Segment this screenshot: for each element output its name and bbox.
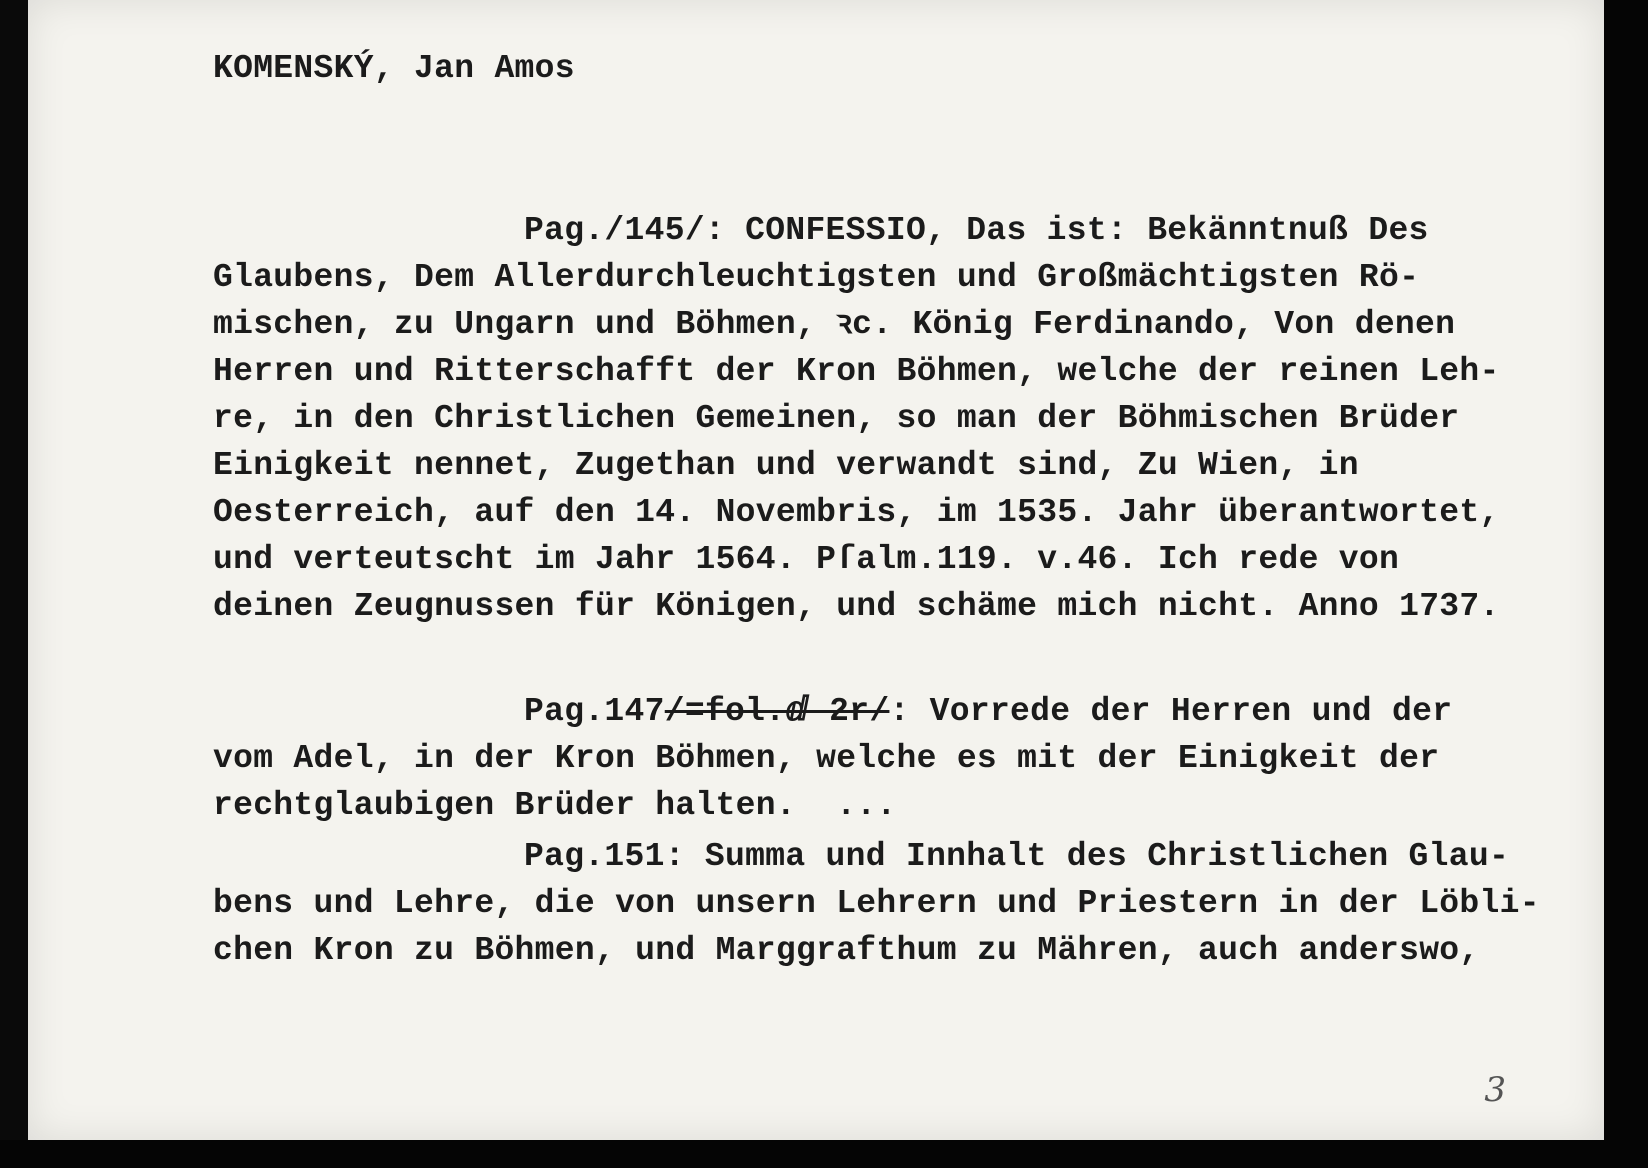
scan-edge-bottom (0, 1140, 1648, 1168)
para3-line-1: Pag.151: Summa und Innhalt des Christlichen Glau- (524, 838, 1510, 875)
scan-edge-right (1604, 0, 1648, 1168)
para2-line-3: rechtglaubigen Brüder halten. ... (213, 787, 897, 824)
para1-line-4: Herren und Ritterschafft der Kron Böhmen, welche der reinen Leh- (213, 353, 1500, 390)
para1-line-3: mischen, zu Ungarn und Böhmen, ꝛc. König Ferdinando, Von denen (213, 306, 1456, 343)
para3-line-3: chen Kron zu Böhmen, und Marggrafthum zu Mähren, auch anderswo, (213, 932, 1480, 969)
para2-line-2: vom Adel, in der Kron Böhmen, welche es mit der Einigkeit der (213, 740, 1440, 777)
para3-line-2: bens und Lehre, die von unsern Lehrern und Priestern in der Löbli- (213, 885, 1540, 922)
para1-line-2: Glaubens, Dem Allerdurchleuchtigsten und Großmächtigsten Rö- (213, 259, 1420, 296)
para2-struck-reference: /=fol.ⅆ 2r/ (664, 693, 890, 730)
para2-rest: : Vorrede der Herren und der (889, 693, 1453, 730)
para2-prefix: Pag.147 (524, 693, 665, 730)
para1-line-5: re, in den Christlichen Gemeinen, so man der Böhmischen Brüder (213, 400, 1460, 437)
para1-line-9: deinen Zeugnussen für Königen, und schäme mich nicht. Anno 1737. (213, 588, 1500, 625)
card-heading: KOMENSKÝ, Jan Amos (213, 50, 575, 87)
para1-line-8: und verteutscht im Jahr 1564. Pſalm.119. v.46. Ich rede von (213, 541, 1400, 578)
para1-line-7: Oesterreich, auf den 14. Novembris, im 1535. Jahr überantwortet, (213, 494, 1500, 531)
page-number: 3 (1484, 1070, 1506, 1110)
catalog-card (28, 0, 1604, 1140)
para2-line-1 (524, 695, 1452, 728)
para1-line-6: Einigkeit nennet, Zugethan und verwandt sind, Zu Wien, in (213, 447, 1359, 484)
para1-line-1: Pag./145/: CONFESSIO, Das ist: Bekänntnuß Des (524, 212, 1429, 249)
